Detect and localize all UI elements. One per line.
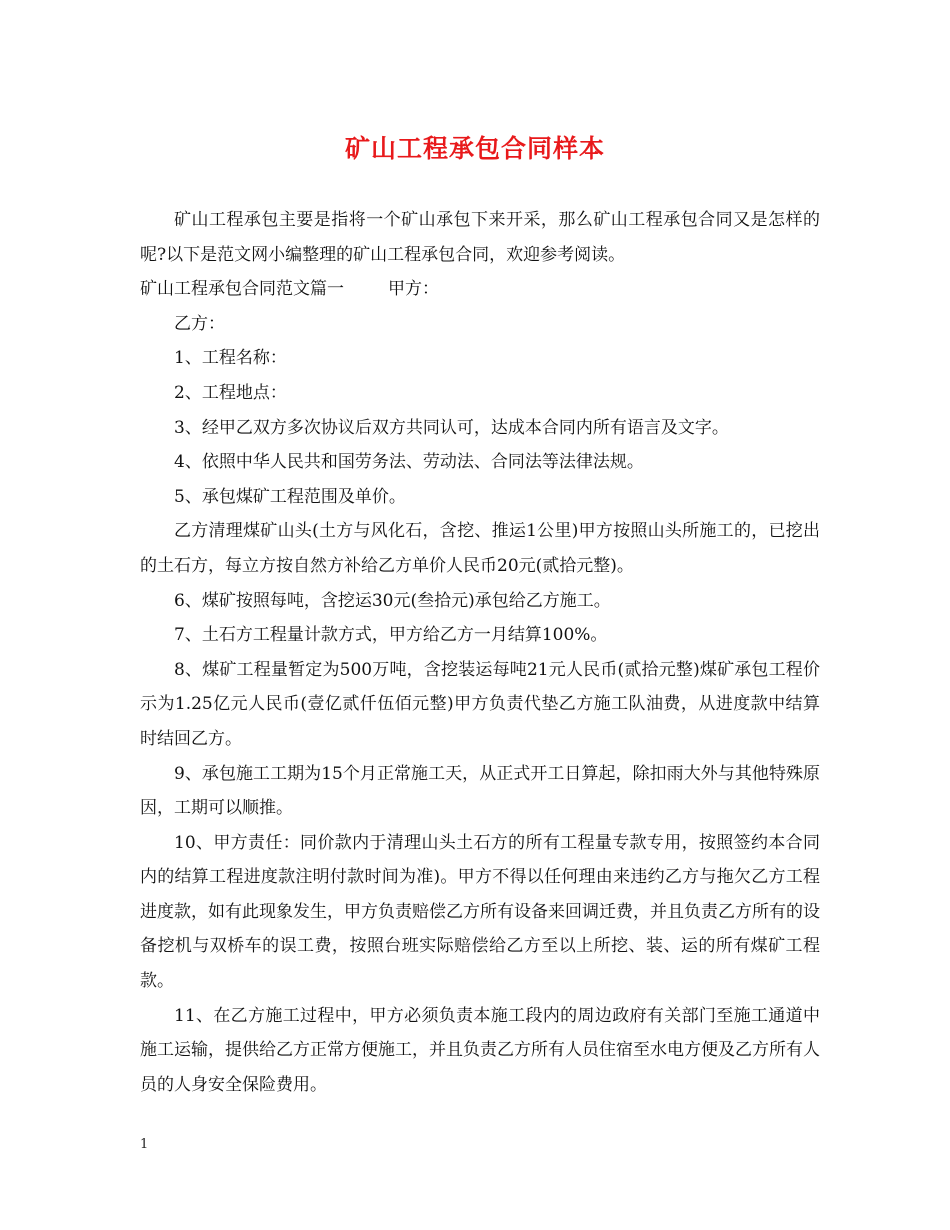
party-a-label: 甲方： — [388, 279, 439, 300]
page-number: 1 — [140, 1137, 149, 1152]
clause-4: 4、依照中华人民共和国劳务法、劳动法、合同法等法律法规。 — [174, 452, 644, 473]
clause-10: 10、甲方责任：同价款内于清理山头土石方的所有工程量专款专用，按照签约本合同内的结算工程进度款注明付款时间为准)。甲方不得以任何理由来违约乙方与拖欠乙方工程进度款，如有此现象发生，甲方负责赔偿乙方所有设备来回调迁费，并且负责乙方所有的设备挖机与双桥车的误工费，按照台班实际赔偿给乙方至以上所挖、装、运的所有煤矿工程款。 — [140, 832, 820, 992]
intro-paragraph: 矿山工程承包主要是指将一个矿山承包下来开采，那么矿山工程承包合同又是怎样的呢?以下是范文网小编整理的矿山工程承包合同，欢迎参考阅读。 — [140, 210, 820, 265]
section-heading-line — [140, 272, 820, 307]
section-heading: 矿山工程承包合同范文篇一 — [140, 279, 344, 300]
document-body — [140, 203, 820, 1102]
clause-6: 6、煤矿按照每吨，含挖运30元(叁拾元)承包给乙方施工。 — [174, 590, 611, 611]
clause-2: 2、工程地点： — [174, 382, 287, 403]
clause-1: 1、工程名称： — [174, 348, 287, 369]
clause-5-detail: 乙方清理煤矿山头(土方与风化石，含挖、推运1公里)甲方按照山头所施工的，已挖出的土石方，每立方按自然方补给乙方单价人民币20元(贰拾元整)。 — [140, 521, 820, 576]
clause-5: 5、承包煤矿工程范围及单价。 — [174, 486, 406, 507]
document-title: 矿山工程承包合同样本 — [344, 134, 605, 163]
clause-3: 3、经甲乙双方多次协议后双方共同认可，达成本合同内所有语言及文字。 — [174, 417, 729, 438]
clause-8: 8、煤矿工程量暂定为500万吨，含挖装运每吨21元人民币(贰拾元整)煤矿承包工程价示为1.25亿元人民币(壹亿贰仟伍佰元整)甲方负责代垫乙方施工队油费，从进度款中结算时结回乙方。 — [140, 659, 820, 749]
clause-11: 11、在乙方施工过程中，甲方必须负责本施工段内的周边政府有关部门至施工通道中施工运输，提供给乙方正常方便施工，并且负责乙方所有人员住宿至水电方便及乙方所有人员的人身安全保险费用。 — [140, 1005, 820, 1095]
clause-7: 7、土石方工程量计款方式，甲方给乙方一月结算100%。 — [174, 625, 608, 646]
clause-9: 9、承包施工工期为15个月正常施工天，从正式开工日算起，除扣雨大外与其他特殊原因，工期可以顺推。 — [140, 763, 820, 819]
party-b-label: 乙方： — [174, 313, 225, 334]
